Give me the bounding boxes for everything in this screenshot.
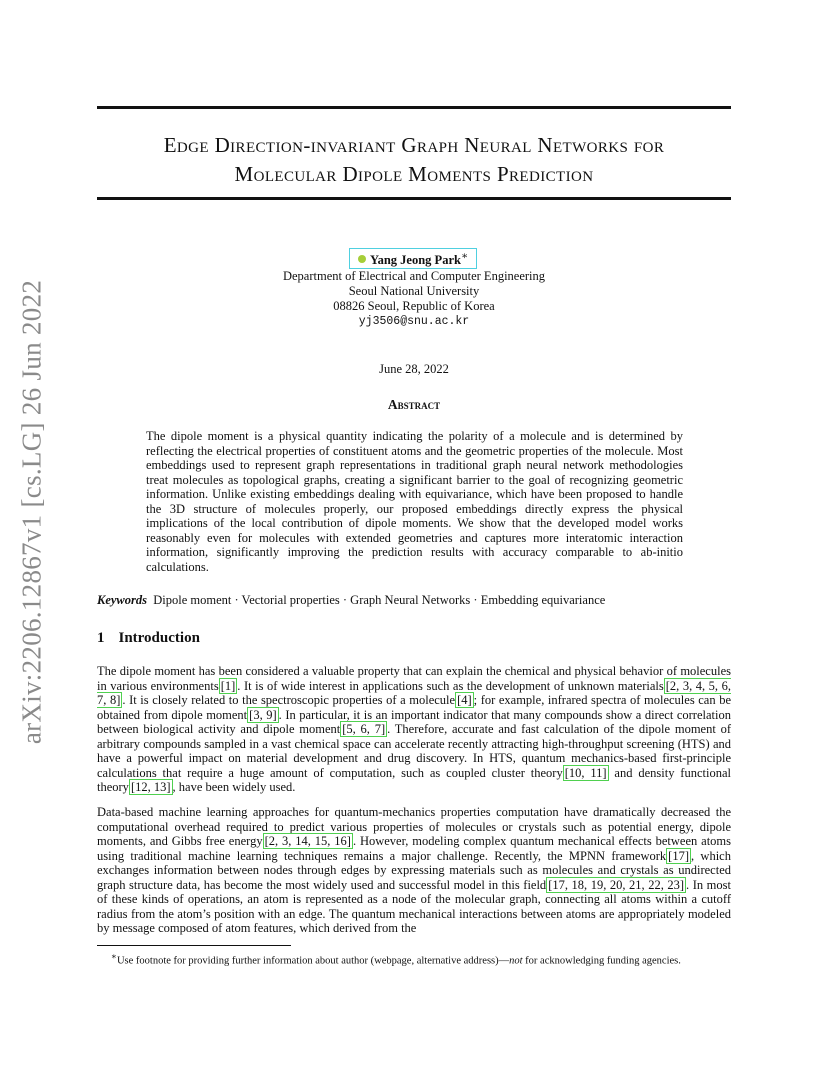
paragraph-text: . It is closely related to the spectroscopic properties of a molecule bbox=[122, 693, 456, 707]
citation-link[interactable]: [3, 9] bbox=[249, 707, 277, 722]
paragraph-text: . Therefore, accurate and fast calculation of the dipole moment of arbitrary compounds sampled in a vast chemical space can accelerate recently attracting high-throughput screening (HTS) and have a powerful impact on material development and drug discovery. In HTS, quantum mechanics-based first-principle calculations that require a huge amount of computation, such as coupled cluster theory bbox=[97, 722, 732, 780]
footnote bbox=[97, 950, 731, 968]
paragraph-text: . However, modeling complex quantum mechanical effects between atoms using traditional machine learning techniques remains a major challenge. Recently, the MPNN framework bbox=[97, 834, 732, 863]
keywords bbox=[97, 593, 731, 608]
title-top-rule bbox=[97, 106, 731, 109]
footnote-rule bbox=[97, 945, 291, 946]
paper-title bbox=[97, 131, 731, 189]
paragraph-text: , have been widely used. bbox=[172, 780, 296, 794]
section-heading bbox=[97, 630, 200, 647]
footnote-mark: ∗ bbox=[111, 951, 117, 961]
intro-paragraph-1 bbox=[97, 664, 731, 795]
section-number: 1 bbox=[97, 630, 105, 646]
author-department: Department of Electrical and Computer Engineering bbox=[282, 269, 546, 284]
citation-link[interactable]: [2, 3, 4, 5, 6, 7, 8] bbox=[97, 678, 731, 707]
title-line-1: Edge Direction-invariant Graph Neural Networks for bbox=[163, 133, 665, 157]
author-link[interactable] bbox=[349, 248, 477, 269]
arxiv-id: arXiv:2206.12867v1 [cs.LG] 26 Jun 2022 bbox=[16, 279, 47, 745]
keywords-text: Dipole moment · Vectorial properties · Graph Neural Networks · Embedding equivariance bbox=[153, 593, 606, 607]
abstract-text: The dipole moment is a physical quantity indicating the polarity of a molecule and is determined by reflecting the electrical properties of constituent atoms and the geometric properties of the molecule. Most embeddings used to represent graph representations in traditional graph neural network methodologies treat molecules as topological graphs, creating a significant barrier to the goal of recognizing geometric information. Unlike existing embeddings dealing with equivariance, which have been proposed to handle the 3D structure of molecules properly, our proposed embeddings directly express the physical implications of the local contribution of dipole moments. We show that the developed model works reasonably even for molecules with extended geometries and captures more interatomic interaction information, significantly improving the prediction results with accuracy comparable to ab-initio calculations. bbox=[146, 429, 683, 574]
citation-link[interactable]: [2, 3, 14, 15, 16] bbox=[264, 834, 351, 848]
author-block bbox=[97, 248, 731, 329]
citation-link[interactable]: [10, 11] bbox=[564, 765, 607, 780]
footnote-emphasis: not bbox=[509, 955, 523, 967]
citation-link[interactable]: [1] bbox=[220, 678, 236, 693]
paragraph-text: . In most of these kinds of operations, an atom is represented as a node of the molecular graph, connecting all atoms within a cutoff radius from the atom’s position with an edge. The quantum mechanical interactions between atoms are appropriately modeled by message composed of atom features, which derived from the bbox=[97, 877, 731, 935]
paragraph-text: . It is of wide interest in applications such as the development of unknown materials bbox=[237, 678, 664, 693]
intro-paragraph-2 bbox=[97, 805, 731, 936]
footnote-text-before: Use footnote for providing further information about author (webpage, alternative address)— bbox=[116, 955, 510, 967]
author-address: 08826 Seoul, Republic of Korea bbox=[333, 299, 495, 314]
title-line-2: Molecular Dipole Moments Prediction bbox=[234, 162, 594, 186]
citation-link[interactable]: [12, 13] bbox=[130, 780, 171, 794]
arxiv-sidebar-stamp bbox=[12, 279, 52, 745]
abstract-heading: Abstract bbox=[387, 397, 441, 412]
citation-link[interactable]: [17, 18, 19, 20, 21, 22, 23] bbox=[548, 877, 685, 892]
keywords-label: Keywords bbox=[97, 593, 147, 607]
paper-date: June 28, 2022 bbox=[379, 362, 449, 376]
paragraph-text: . In particular, it is an important indicator that many compounds show a direct correlation between biological activity and dipole moment bbox=[97, 707, 731, 736]
paragraph-text: ; for example, infrared spectra of molecules can be obtained from dipole moment bbox=[97, 693, 731, 722]
paragraph-text: The dipole moment has been considered a valuable property that can explain the chemical and physical behavior of molecules in various environments bbox=[97, 664, 731, 693]
orcid-icon[interactable] bbox=[358, 255, 366, 263]
paragraph-text: and density functional theory bbox=[97, 765, 731, 794]
paragraph-text: Data-based machine learning approaches for quantum-mechanics properties computation have dramatically decreased the computational overhead required to predict various properties of molecules or crystals such as potential energy, dipole moments, and Gibbs free energy bbox=[97, 805, 731, 848]
author-email[interactable]: yj3506@snu.ac.kr bbox=[358, 315, 470, 329]
paragraph-text: , which exchanges information between nodes through edges by expressing materials such as molecules and crystals as undirected graph structure data, has become the most widely used and successful model in this field bbox=[97, 848, 731, 892]
footnote-text-after: for acknowledging funding agencies. bbox=[522, 955, 681, 967]
author-university: Seoul National University bbox=[348, 284, 480, 299]
title-bottom-rule bbox=[97, 197, 731, 200]
author-name: Yang Jeong Park bbox=[369, 253, 461, 268]
section-title: Introduction bbox=[118, 630, 200, 646]
author-footnote-mark[interactable]: ∗ bbox=[460, 251, 469, 262]
citation-link[interactable]: [5, 6, 7] bbox=[342, 722, 386, 736]
citation-link[interactable]: [4] bbox=[457, 693, 472, 707]
citation-link[interactable]: [17] bbox=[668, 848, 689, 863]
